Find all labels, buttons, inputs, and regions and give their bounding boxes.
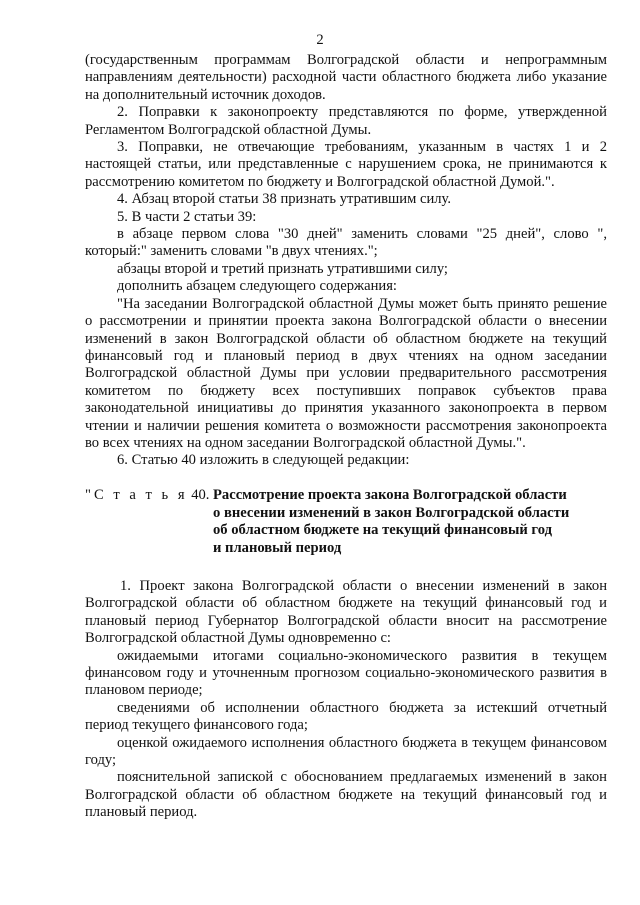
article-heading [85,487,607,558]
article-list-item: пояснительной запиской с обоснованием предлагаемых изменений в закон Волгоградской области об областном бюджете на текущий финансовый год и плановый период. [85,769,607,821]
paragraph-4: 4. Абзац второй статьи 38 признать утратившим силу. [117,191,452,208]
paragraph-quoted: "На заседании Волгоградской областной Думы может быть принято решение о рассмотрении и принятии проекта закона Волгоградской области о внесении изменений в закон Волгоградской области об областном бюджете на текущий финансовый год и плановый период в двух чтениях на одном заседании Волгоградской областной Думы при условии предварительного рассмотрения комитетом по бюджету всех поступивших поправок субъектов права законодательной инициативы до принятия указанного законопроекта в первом чтении и наличии решения комитета о возможности рассмотрения законопроекта во всех чтениях на одном заседании Волгоградской областной Думы.". [85,295,607,451]
article-label [85,487,213,558]
article-list-item: сведениями об исполнении областного бюджета за истекший отчетный период текущего финансового года; [85,699,607,734]
paragraph-5: 5. В части 2 статьи 39: [117,208,257,225]
paragraph-3: 3. Поправки, не отвечающие требованиям, указанным в частях 1 и 2 настоящей статьи, или представленные с нарушением срока, не принимаются к рассмотрению комитетом по бюджету и Волгоградской областной Думой.". [85,139,607,190]
article-title-line: о внесении изменений в закон Волгоградской области [213,504,570,521]
article-number: 40. [191,486,210,503]
article-list-item: ожидаемыми итогами социально-экономического развития в текущем финансовом году и уточненным прогнозом социально-экономического развития в плановом периоде; [85,647,607,699]
article-title-line: Рассмотрение проекта закона Волгоградской области [213,486,567,503]
article-list-item: оценкой ожидаемого исполнения областного бюджета в текущем финансовом году; [85,734,607,768]
article-paragraph-1: 1. Проект закона Волгоградской области о внесении изменений в закон Волгоградской области об областном бюджете на текущий финансовый год и плановый период Губернатор Волгоградской области вносит на рассмотрение Волгоградской областной Думы одновременно с: [85,577,607,647]
document-body [85,52,607,822]
article-prefix: "С т а т ь я [85,486,188,503]
page-number: 2 [316,32,324,48]
article-title [213,487,569,558]
paragraph-2: 2. Поправки к законопроекту представляются по форме, утвержденной Регламентом Волгоградской областной Думы. [85,104,607,138]
paragraph-6: 6. Статью 40 изложить в следующей редакции: [117,452,410,469]
paragraph-5-second: абзацы второй и третий признать утратившими силу; [117,260,448,277]
paragraph-5-first: в абзаце первом слова "30 дней" заменить словами "25 дней", слово ", который:" заменить словами "в двух чтениях."; [85,226,607,260]
article-title-line: и плановый период [213,540,342,557]
article-title-line: об областном бюджете на текущий финансовый год [213,522,552,539]
paragraph-continuation: (государственным программам Волгоградской области и непрограммным направлениям деятельности) расходной части областного бюджета либо указание на дополнительный источник доходов. [85,52,607,103]
paragraph-5-add: дополнить абзацем следующего содержания: [117,278,397,295]
